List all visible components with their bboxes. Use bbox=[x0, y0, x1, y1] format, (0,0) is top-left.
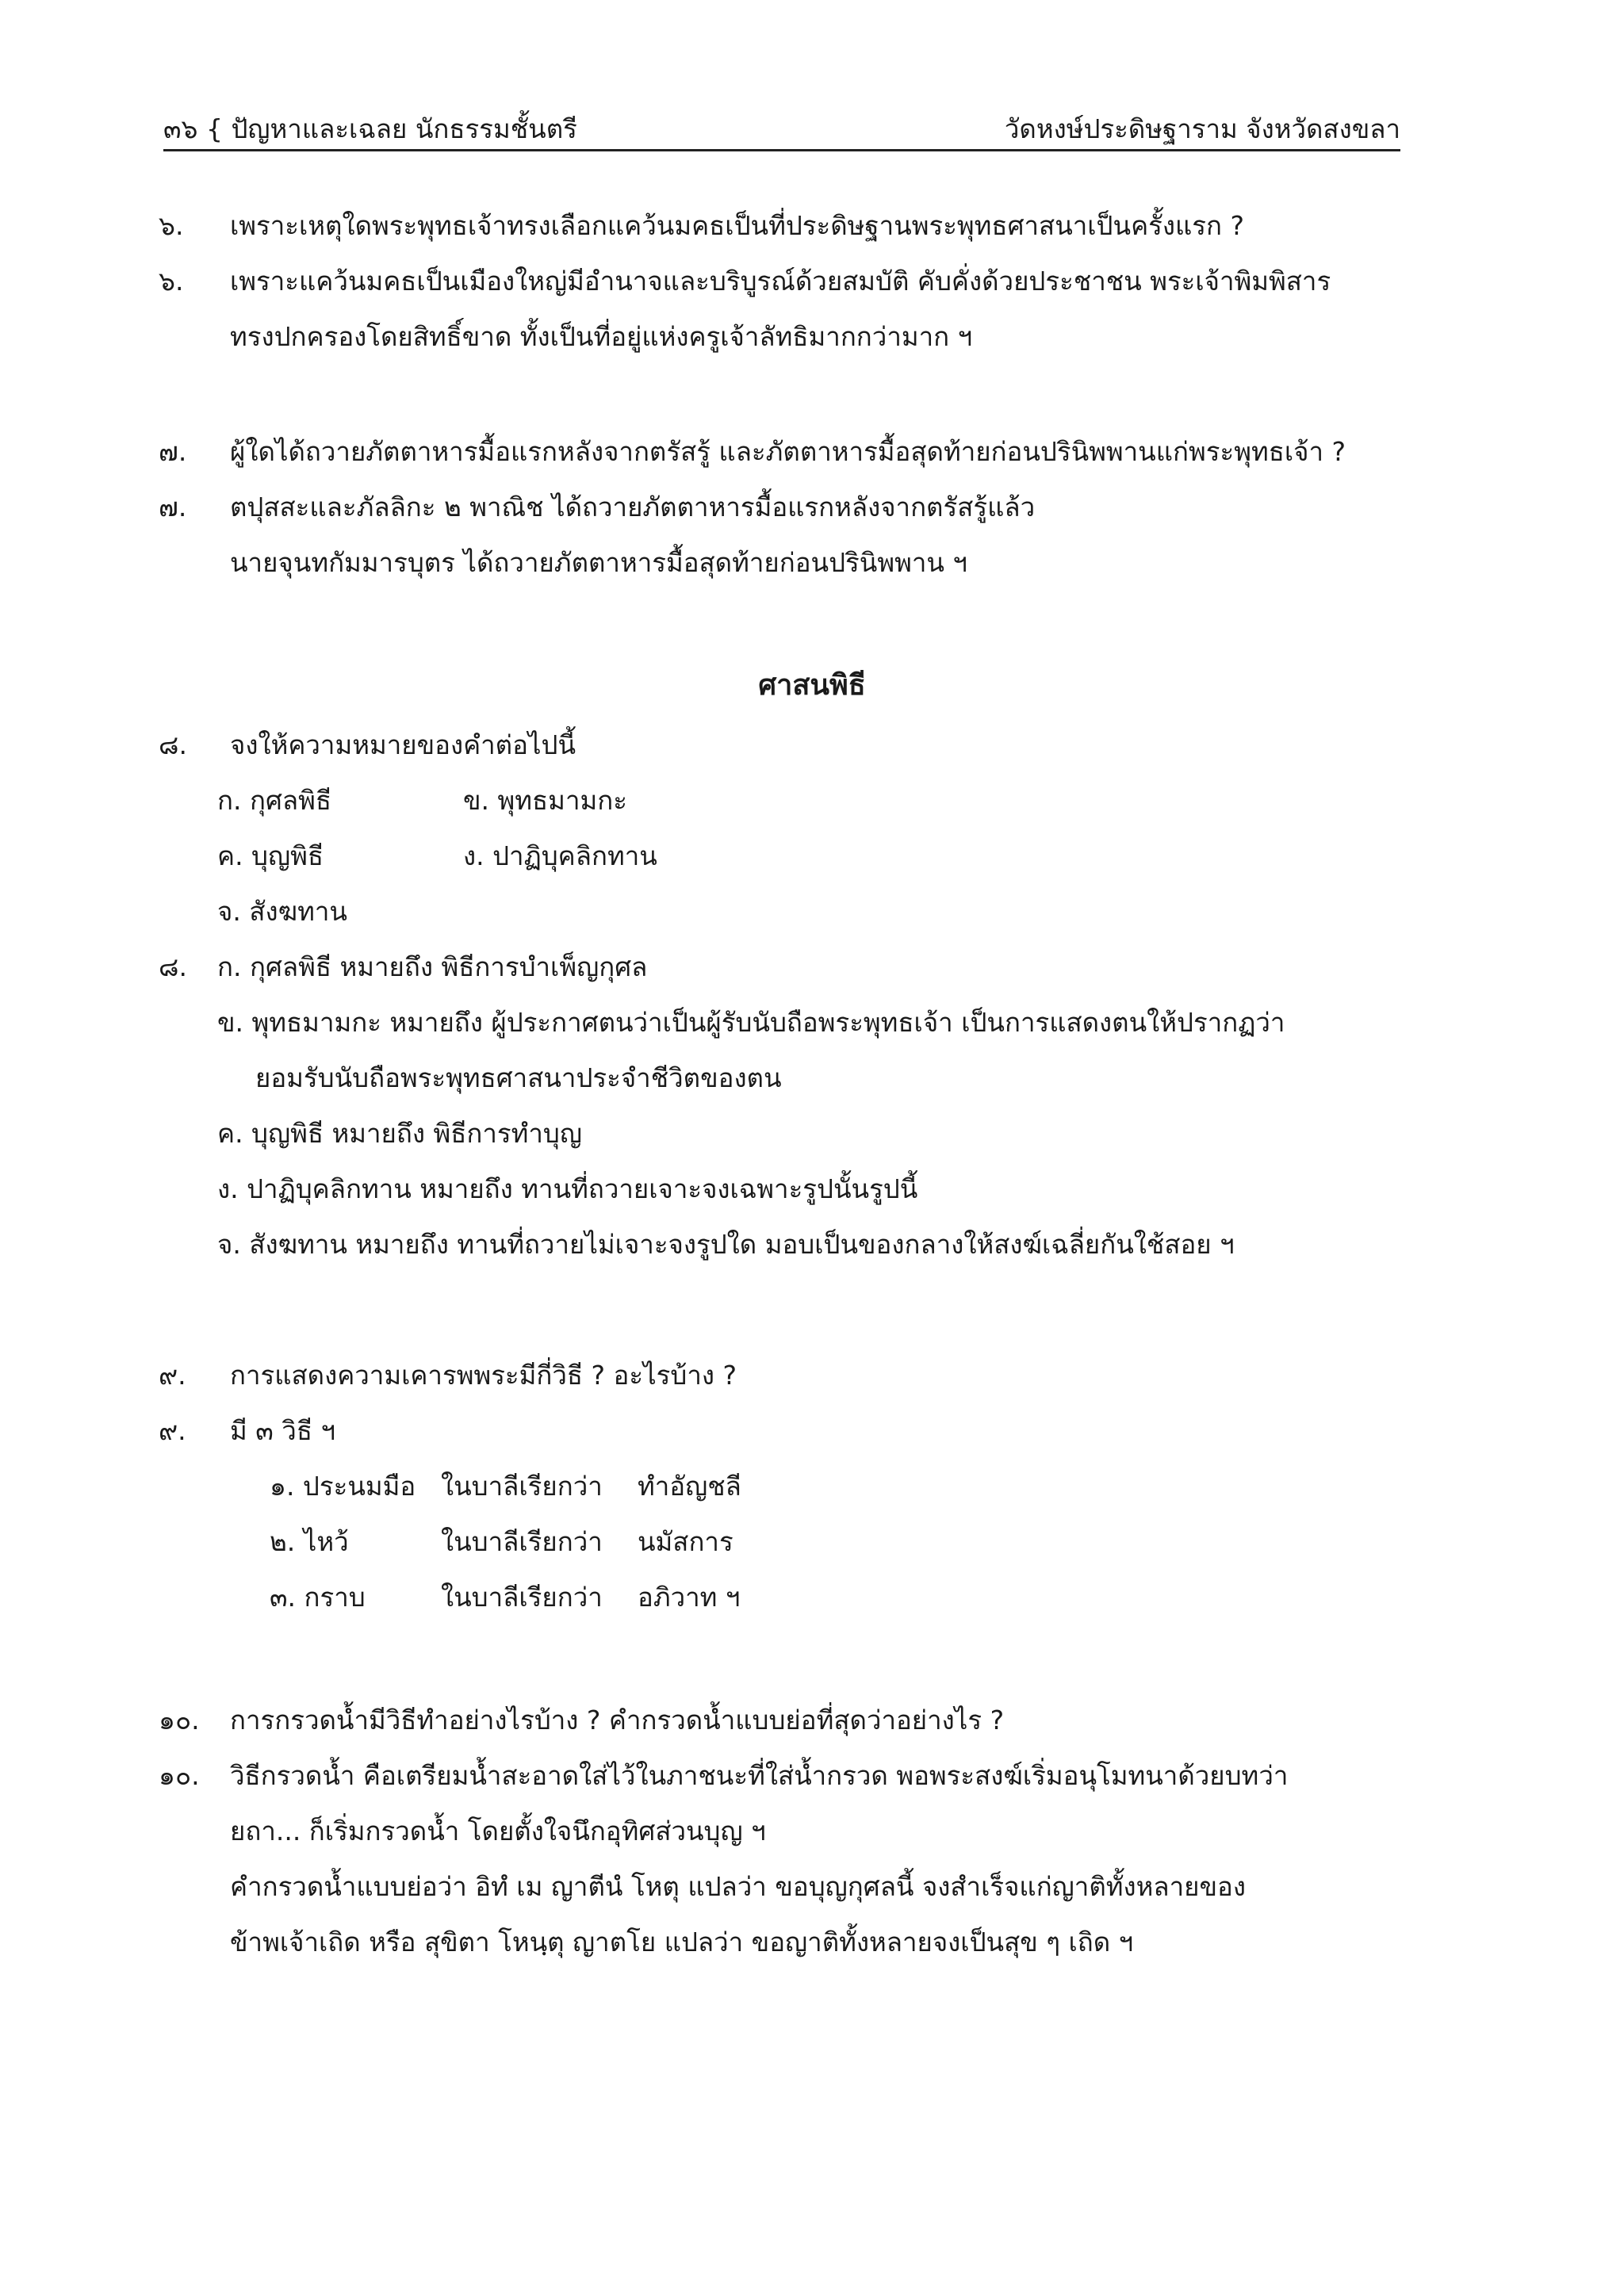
question-text: จงให้ความหมายของคำต่อไปนี้ bbox=[230, 729, 576, 760]
answer-a: ก. กุศลพิธี หมายถึง พิธีการบำเพ็ญกุศล bbox=[217, 951, 648, 982]
list-item bbox=[0, 1459, 1624, 1514]
answer-number: ๖. bbox=[159, 266, 184, 297]
answer-text: มี ๓ วิธี ฯ bbox=[230, 1415, 335, 1446]
header-right: วัดหงษ์ประดิษฐาราม จังหวัดสงขลา bbox=[1004, 113, 1400, 144]
answer-number: ๘. bbox=[159, 951, 187, 982]
question-10 bbox=[0, 1693, 1624, 1970]
answer-b: ข. พุทธมามกะ หมายถึง ผู้ประกาศตนว่าเป็นผู้รับนับถือพระพุทธเจ้า เป็นการแสดงตนให้ปรากฏว่า bbox=[217, 1007, 1285, 1038]
list-item bbox=[0, 1514, 1624, 1570]
option-e: จ. สังฆทาน bbox=[217, 896, 347, 927]
question-6 bbox=[0, 198, 1624, 365]
answer-text: นายจุนทกัมมารบุตร ได้ถวายภัตตาหารมื้อสุดท้ายก่อนปรินิพพาน ฯ bbox=[230, 547, 967, 578]
answer-text: ตปุสสะและภัลลิกะ ๒ พาณิช ได้ถวายภัตตาหารมื้อแรกหลังจากตรัสรู้แล้ว bbox=[230, 492, 1036, 522]
answer-text: คำกรวดน้ำแบบย่อว่า อิทํ เม ญาตีนํ โหตุ แปลว่า ขอบุญกุศลนี้ จงสำเร็จแก่ญาติทั้งหลายของ bbox=[230, 1871, 1246, 1902]
question-number: ๑๐. bbox=[159, 1705, 200, 1735]
question-number: ๖. bbox=[159, 210, 184, 241]
question-text: ผู้ใดได้ถวายภัตตาหารมื้อแรกหลังจากตรัสรู้ และภัตตาหารมื้อสุดท้ายก่อนปรินิพพานแก่พระพุทธเจ้า ? bbox=[230, 436, 1346, 467]
question-number: ๗. bbox=[159, 436, 187, 467]
question-9 bbox=[0, 1348, 1624, 1625]
item-term: นมัสการ bbox=[638, 1526, 733, 1557]
item-pali: ในบาลีเรียกว่า bbox=[441, 1526, 603, 1557]
answer-text: ข้าพเจ้าเถิด หรือ สุขิตา โหนฺตุ ญาตโย แปลว่า ขอญาติทั้งหลายจงเป็นสุข ๆ เถิด ฯ bbox=[230, 1927, 1134, 1957]
option-d: ง. ปาฏิบุคลิกทาน bbox=[463, 840, 657, 871]
answer-b-continued: ยอมรับนับถือพระพุทธศาสนาประจำชีวิตของตน bbox=[255, 1062, 782, 1093]
item-term: ทำอัญชลี bbox=[638, 1471, 741, 1502]
answer-text: ยถา... ก็เริ่มกรวดน้ำ โดยตั้งใจนึกอุทิศส่วนบุญ ฯ bbox=[230, 1816, 766, 1846]
option-c: ค. บุญพิธี bbox=[217, 840, 324, 871]
section-title: ศาสนพิธี bbox=[758, 669, 866, 702]
question-text: การแสดงความเคารพพระมีกี่วิธี ? อะไรบ้าง ? bbox=[230, 1360, 737, 1391]
answer-text: ทรงปกครองโดยสิทธิ์ขาด ทั้งเป็นที่อยู่แห่งครูเจ้าลัทธิมากกว่ามาก ฯ bbox=[230, 321, 973, 352]
answer-number: ๙. bbox=[159, 1415, 186, 1446]
question-number: ๙. bbox=[159, 1360, 186, 1391]
option-b: ข. พุทธมามกะ bbox=[463, 785, 627, 816]
question-8 bbox=[0, 718, 1624, 1272]
question-number: ๘. bbox=[159, 729, 187, 760]
answer-c: ค. บุญพิธี หมายถึง พิธีการทำบุญ bbox=[217, 1118, 582, 1149]
item-term: อภิวาท ฯ bbox=[638, 1582, 741, 1613]
answer-number: ๗. bbox=[159, 492, 187, 522]
answer-e: จ. สังฆทาน หมายถึง ทานที่ถวายไม่เจาะจงรูปใด มอบเป็นของกลางให้สงฆ์เฉลี่ยกันใช้สอย ฯ bbox=[217, 1229, 1235, 1260]
question-7 bbox=[0, 424, 1624, 591]
answer-d: ง. ปาฏิบุคลิกทาน หมายถึง ทานที่ถวายเจาะจงเฉพาะรูปนั้นรูปนี้ bbox=[217, 1173, 918, 1204]
item-name: ๓. กราบ bbox=[270, 1582, 366, 1613]
question-text: เพราะเหตุใดพระพุทธเจ้าทรงเลือกแคว้นมคธเป็นที่ประดิษฐานพระพุทธศาสนาเป็นครั้งแรก ? bbox=[230, 210, 1244, 241]
item-pali: ในบาลีเรียกว่า bbox=[441, 1582, 603, 1613]
answer-text: วิธีกรวดน้ำ คือเตรียมน้ำสะอาดใส่ไว้ในภาชนะที่ใส่น้ำกรวด พอพระสงฆ์เริ่มอนุโมทนาด้วยบทว่า bbox=[230, 1760, 1289, 1791]
list-item bbox=[0, 1570, 1624, 1625]
question-text: การกรวดน้ำมีวิธีทำอย่างไรบ้าง ? คำกรวดน้ำแบบย่อที่สุดว่าอย่างไร ? bbox=[230, 1705, 1005, 1735]
item-pali: ในบาลีเรียกว่า bbox=[441, 1471, 603, 1502]
answer-number: ๑๐. bbox=[159, 1760, 200, 1791]
item-name: ๑. ประนมมือ bbox=[270, 1471, 416, 1502]
item-name: ๒. ไหว้ bbox=[270, 1526, 349, 1557]
page-header bbox=[163, 101, 1400, 151]
answer-text: เพราะแคว้นมคธเป็นเมืองใหญ่มีอำนาจและบริบูรณ์ด้วยสมบัติ คับคั่งด้วยประชาชน พระเจ้าพิมพิสาร bbox=[230, 266, 1331, 297]
header-left: ๓๖ { ปัญหาและเฉลย นักธรรมชั้นตรี bbox=[163, 113, 577, 144]
option-a: ก. กุศลพิธี bbox=[217, 785, 332, 816]
